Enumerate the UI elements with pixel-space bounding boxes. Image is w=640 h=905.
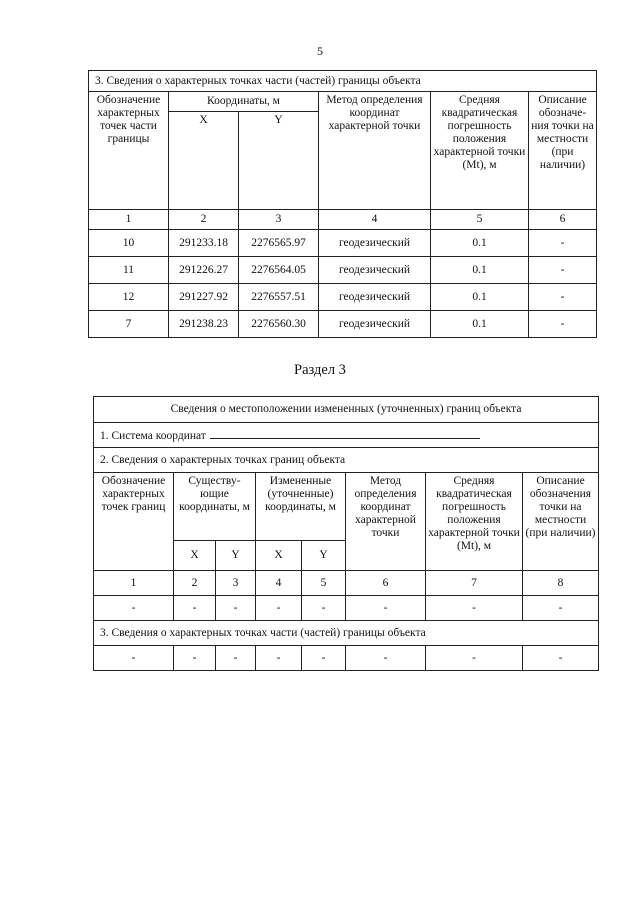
header-x: X	[169, 112, 239, 210]
table-row	[89, 230, 597, 257]
coord-x: 291226.27	[169, 257, 239, 284]
coord-x: 291233.18	[169, 230, 239, 257]
table-caption: Сведения о местоположении измененных (уточненных) границ объекта	[94, 397, 599, 423]
table-row	[89, 257, 597, 284]
header-point: Обозначение характерных точек границ	[94, 473, 174, 571]
cell: -	[523, 646, 599, 671]
coord-y: 2276565.97	[239, 230, 319, 257]
header-y: Y	[239, 112, 319, 210]
table-row	[89, 284, 597, 311]
coord-system-blank	[210, 428, 480, 439]
header-changed-x: X	[256, 541, 302, 571]
coord-system-row	[94, 423, 599, 448]
section-title: Раздел 3	[294, 362, 346, 378]
coord-y: 2276557.51	[239, 284, 319, 311]
description: -	[529, 230, 597, 257]
cell: -	[523, 596, 599, 621]
header-error: Средняя квадратическая погрешность положения характерной точки (Mt), м	[431, 92, 529, 210]
col-number: 5	[302, 571, 346, 596]
cell: -	[302, 646, 346, 671]
header-method: Метод определения координат характерной точки	[346, 473, 426, 571]
cell: -	[426, 646, 523, 671]
cell: -	[346, 646, 426, 671]
cell: -	[216, 596, 256, 621]
table-row	[94, 646, 599, 671]
error: 0.1	[431, 311, 529, 338]
cell: -	[426, 596, 523, 621]
header-existing: Существу-ющие координаты, м	[174, 473, 256, 541]
cell: -	[346, 596, 426, 621]
method: геодезический	[319, 257, 431, 284]
col-number: 6	[529, 210, 597, 230]
header-existing-x: X	[174, 541, 216, 571]
col-number: 6	[346, 571, 426, 596]
table-caption: 3. Сведения о характерных точках части (частей) границы объекта	[89, 71, 597, 92]
col-number: 1	[89, 210, 169, 230]
table-row	[94, 596, 599, 621]
coord-y: 2276564.05	[239, 257, 319, 284]
description: -	[529, 311, 597, 338]
col-number: 3	[239, 210, 319, 230]
col-number: 2	[174, 571, 216, 596]
method: геодезический	[319, 230, 431, 257]
cell: -	[216, 646, 256, 671]
header-changed-y: Y	[302, 541, 346, 571]
col-number: 1	[94, 571, 174, 596]
header-point: Обозначение характерных точек части границы	[89, 92, 169, 210]
description: -	[529, 284, 597, 311]
coord-x: 291227.92	[169, 284, 239, 311]
col-number: 4	[256, 571, 302, 596]
changed-boundaries-table	[93, 396, 599, 671]
header-description: Описание обозначения точки на местности (при наличии)	[523, 473, 599, 571]
coord-x: 291238.23	[169, 311, 239, 338]
description: -	[529, 257, 597, 284]
header-existing-y: Y	[216, 541, 256, 571]
point-id: 10	[89, 230, 169, 257]
col-number: 2	[169, 210, 239, 230]
error: 0.1	[431, 284, 529, 311]
coord-system-label: 1. Система координат	[100, 429, 206, 442]
error: 0.1	[431, 230, 529, 257]
col-number: 5	[431, 210, 529, 230]
header-method: Метод определения координат характерной точки	[319, 92, 431, 210]
col-number: 8	[523, 571, 599, 596]
error: 0.1	[431, 257, 529, 284]
header-coords: Координаты, м	[169, 92, 319, 112]
subsection-3-title: 3. Сведения о характерных точках части (частей) границы объекта	[94, 621, 599, 646]
cell: -	[94, 596, 174, 621]
cell: -	[302, 596, 346, 621]
method: геодезический	[319, 311, 431, 338]
point-id: 7	[89, 311, 169, 338]
coord-y: 2276560.30	[239, 311, 319, 338]
cell: -	[174, 596, 216, 621]
part-boundary-points-table	[88, 70, 597, 338]
header-description: Описание обозначе-ния точки на местности (при наличии)	[529, 92, 597, 210]
page-number: 5	[317, 44, 323, 58]
header-changed: Измененные (уточненные) координаты, м	[256, 473, 346, 541]
col-number: 3	[216, 571, 256, 596]
header-error: Средняя квадратическая погрешность положения характерной точки (Mt), м	[426, 473, 523, 571]
table-row	[89, 311, 597, 338]
method: геодезический	[319, 284, 431, 311]
subsection-2-title: 2. Сведения о характерных точках границ объекта	[94, 448, 599, 473]
cell: -	[256, 646, 302, 671]
cell: -	[174, 646, 216, 671]
col-number: 4	[319, 210, 431, 230]
cell: -	[256, 596, 302, 621]
point-id: 11	[89, 257, 169, 284]
col-number: 7	[426, 571, 523, 596]
cell: -	[94, 646, 174, 671]
point-id: 12	[89, 284, 169, 311]
